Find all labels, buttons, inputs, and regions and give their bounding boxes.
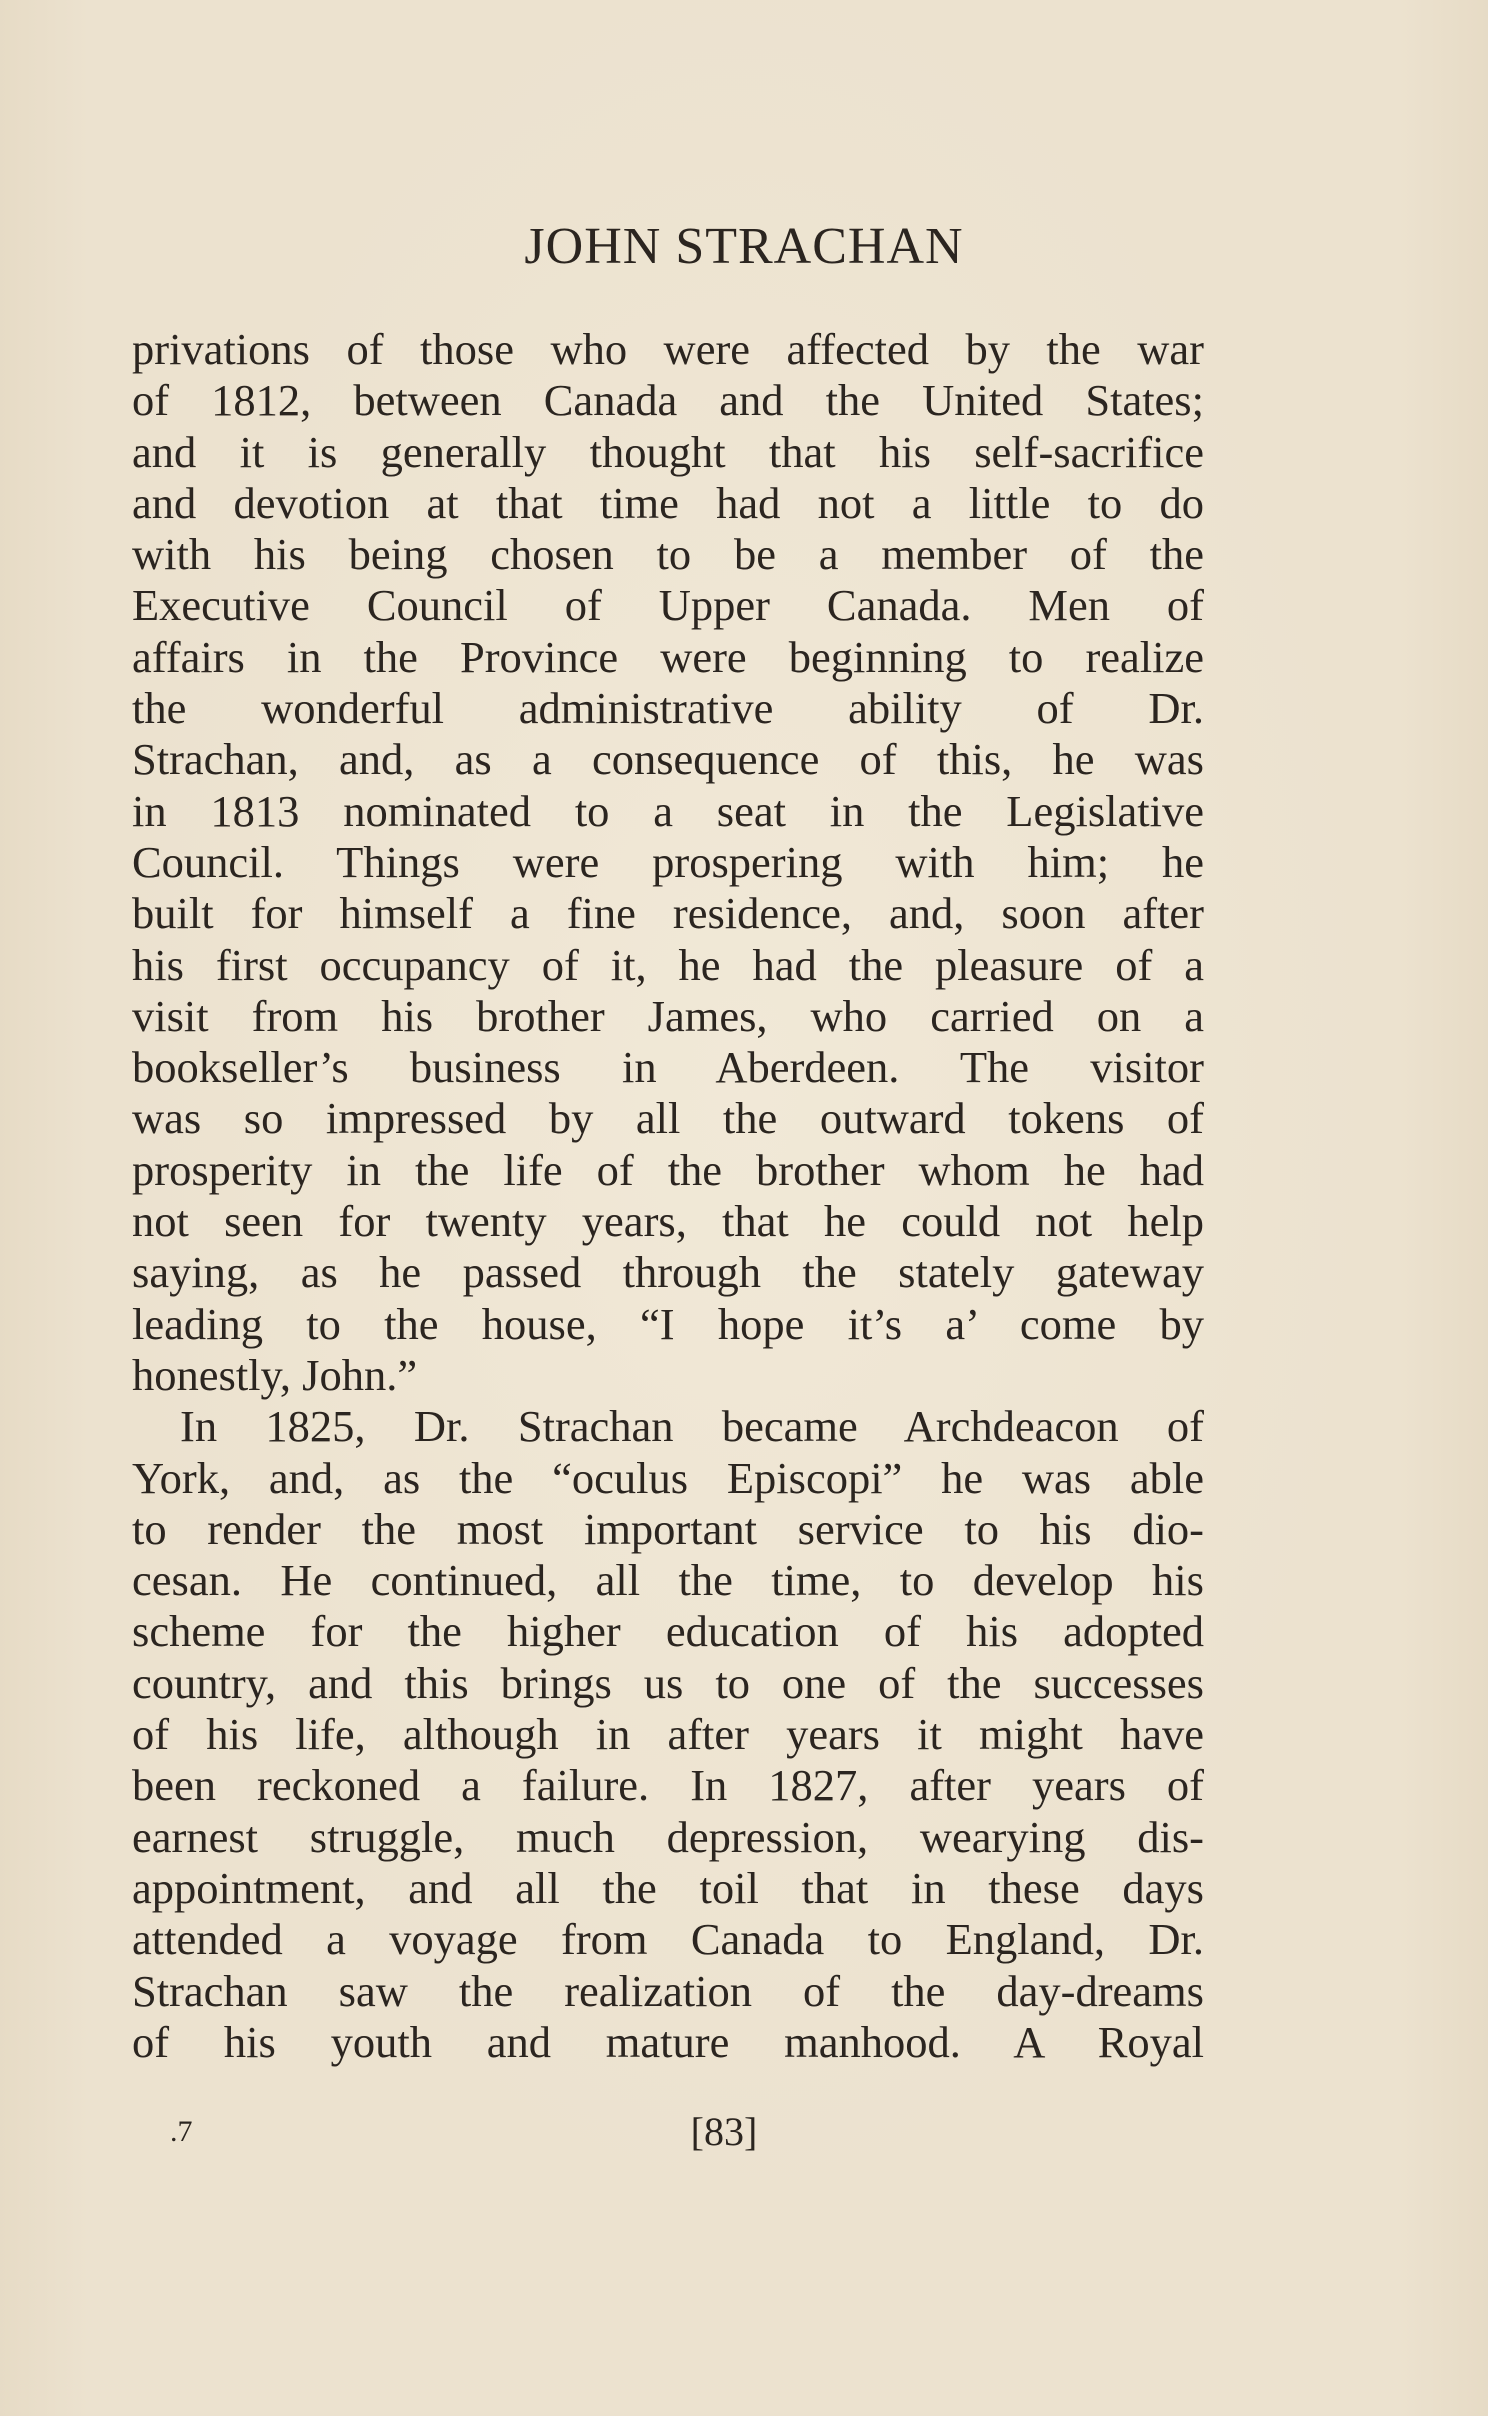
text-line: honestly, John.”	[132, 1349, 418, 1400]
text-line: was so impressed by all the outward tokens of	[132, 1093, 1204, 1144]
text-line: earnest struggle, much depression, wearying dis-	[132, 1811, 1204, 1862]
page-number-text: [83]	[690, 2109, 758, 2154]
text-line: been reckoned a failure. In 1827, after years of	[132, 1760, 1204, 1811]
text-line: privations of those who were affected by the war	[132, 324, 1204, 374]
text-line: the wonderful administrative ability of Dr.	[132, 683, 1204, 734]
text-line: leading to the house, “I hope it’s a’ come by	[132, 1298, 1204, 1349]
text-line: his first occupancy of it, he had the pleasure of a	[132, 939, 1204, 990]
text-line: of his youth and mature manhood. A Royal	[132, 2016, 1204, 2067]
signature-mark: .7	[170, 2115, 193, 2148]
text-line: Executive Council of Upper Canada. Men of	[132, 580, 1204, 631]
text-line: of his life, although in after years it might have	[132, 1709, 1204, 1760]
text-line: prosperity in the life of the brother whom he had	[132, 1144, 1204, 1195]
text-line: built for himself a fine residence, and, soon after	[132, 888, 1204, 939]
text-line: Strachan saw the realization of the day-dreams	[132, 1965, 1204, 2016]
text-line: and it is generally thought that his self-sacrifice	[132, 426, 1204, 477]
running-head: JOHN STRACHAN	[524, 218, 964, 275]
text-line: and devotion at that time had not a little to do	[132, 477, 1204, 528]
text-line: with his being chosen to be a member of the	[132, 529, 1204, 580]
text-line: country, and this brings us to one of the successes	[132, 1657, 1204, 1708]
text-line: of 1812, between Canada and the United States;	[132, 375, 1204, 426]
body-text	[132, 324, 1204, 2068]
text-line: Council. Things were prospering with him; he	[132, 836, 1204, 887]
text-line: to render the most important service to his dio-	[132, 1503, 1204, 1554]
text-line: in 1813 nominated to a seat in the Legislative	[132, 785, 1204, 836]
text-line: affairs in the Province were beginning to realize	[132, 631, 1204, 682]
text-line: cesan. He continued, all the time, to develop his	[132, 1555, 1204, 1606]
text-line: saying, as he passed through the stately gateway	[132, 1247, 1204, 1298]
text-line: appointment, and all the toil that in these days	[132, 1862, 1204, 1913]
text-line: bookseller’s business in Aberdeen. The visitor	[132, 1042, 1204, 1093]
text-line: Strachan, and, as a consequence of this, he was	[132, 734, 1204, 785]
text-line: visit from his brother James, who carried on a	[132, 990, 1204, 1041]
text-line: In 1825, Dr. Strachan became Archdeacon of	[180, 1401, 1204, 1452]
text-line: York, and, as the “oculus Episcopi” he was able	[132, 1452, 1204, 1503]
text-line: attended a voyage from Canada to England, Dr.	[132, 1914, 1204, 1965]
text-line: scheme for the higher education of his adopted	[132, 1606, 1204, 1657]
text-line: not seen for twenty years, that he could not help	[132, 1196, 1204, 1247]
page-number	[0, 2104, 1488, 2160]
